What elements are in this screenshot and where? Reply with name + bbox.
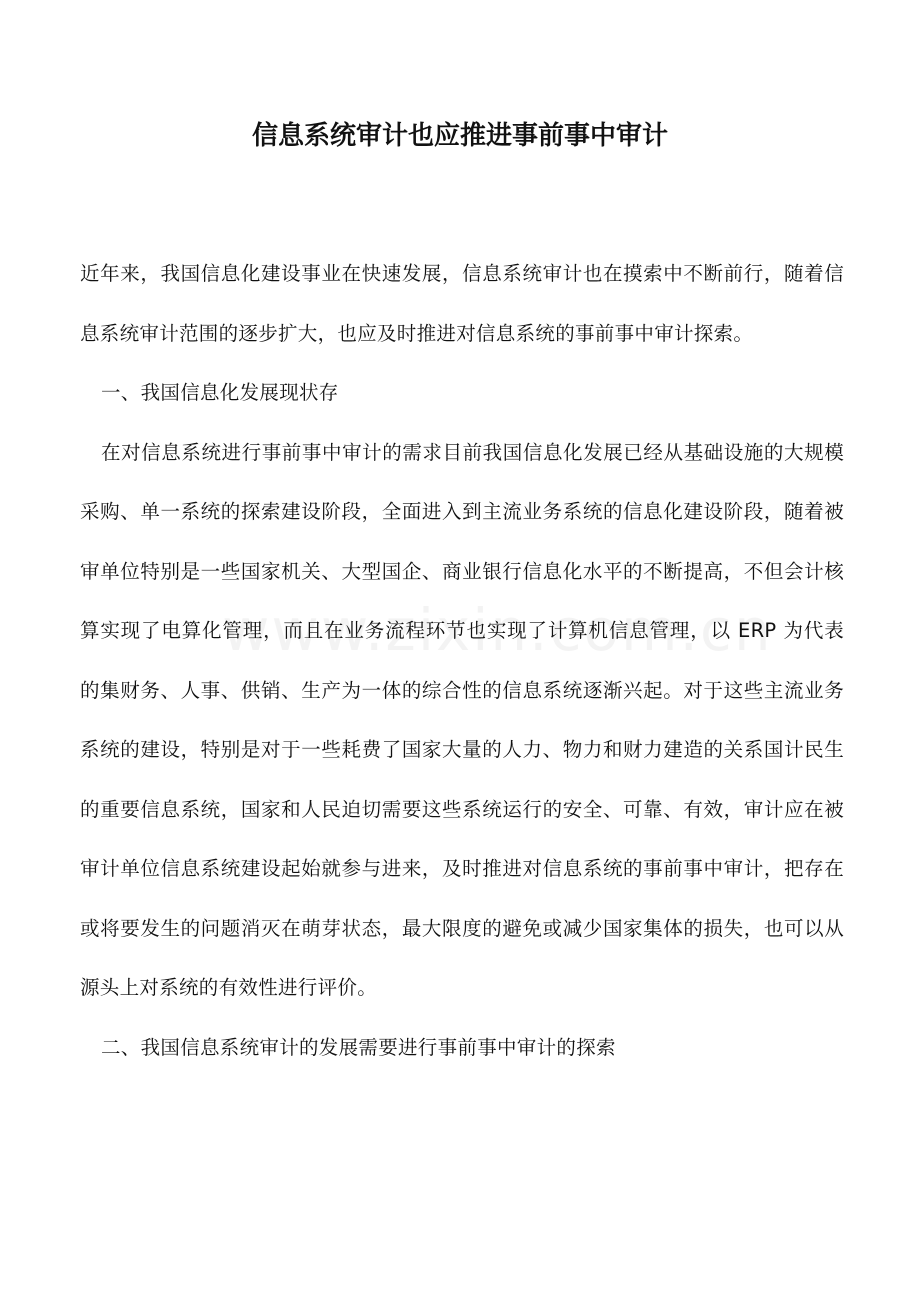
section-heading-1: 一、我国信息化发展现状存 bbox=[101, 381, 339, 404]
section-paragraph-1: 在对信息系统进行事前事中审计的需求目前我国信息化发展已经从基础设施的大规模采购、单一系统的探索建设阶段，全面进入到主流业务系统的信息化建设阶段，随着被审单位特别是一些国家机关、大型国企、商业银行信息化水平的不断提高，不但会计核算实现了电算化管理，而且在业务流程环节也实现了计算机信息管理，以 ERP 为代表的集财务、人事、供销、生产为一体的综合性的信息系统逐渐兴起。对于这些主流业务系统的建设，特别是对于一些耗费了国家大量的人力、物力和财力建造的关系国计民生的重要信息系统，国家和人民迫切需要这些系统运行的安全、可靠、有效，审计应在被审计单位信息系统建设起始就参与进来，及时推进对信息系统的事前事中审计，把存在或将要发生的问题消灭在萌芽状态，最大限度的避免或减少国家集体的损失，也可以从源头上对系统的有效性进行评价。 bbox=[80, 440, 844, 999]
document-body bbox=[80, 244, 844, 1077]
intro-paragraph: 近年来，我国信息化建设事业在快速发展，信息系统审计也在摸索中不断前行，随着信息系统审计范围的逐步扩大，也应及时推进对信息系统的事前事中审计探索。 bbox=[80, 262, 844, 345]
section-heading-2: 二、我国信息系统审计的发展需要进行事前事中审计的探索 bbox=[101, 1035, 616, 1059]
document-title: 信息系统审计也应推进事前事中审计 bbox=[251, 121, 668, 151]
